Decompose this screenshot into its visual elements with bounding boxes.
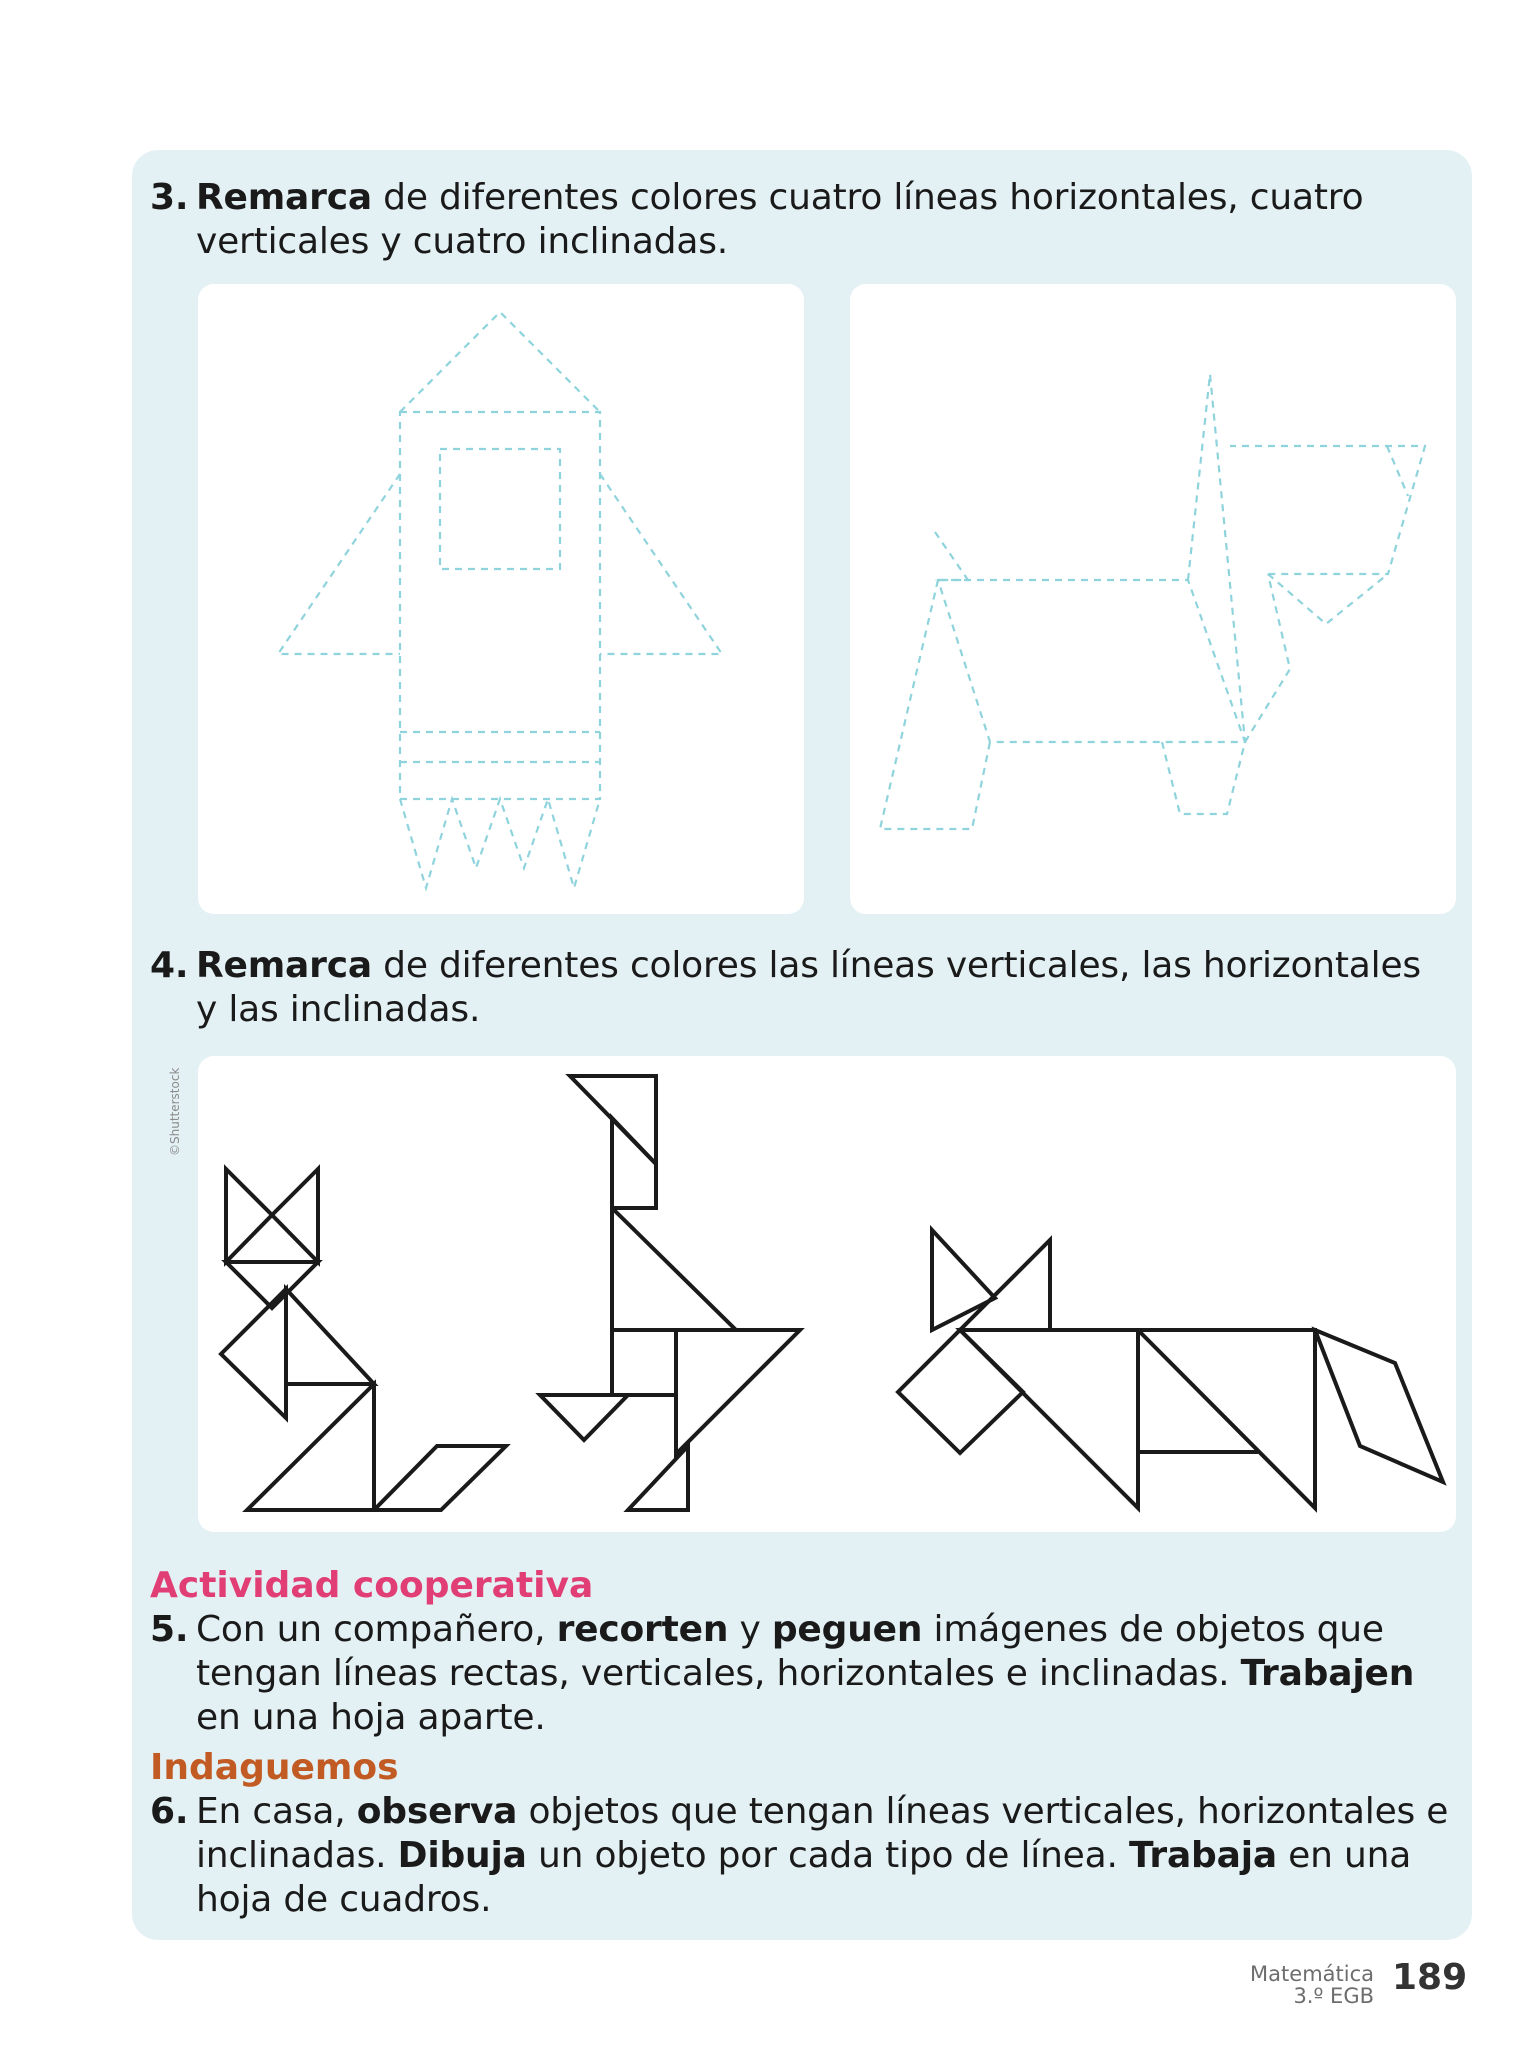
dog-tail xyxy=(935,532,968,580)
rocket-card xyxy=(198,284,804,914)
text-part: En casa, xyxy=(196,1791,357,1832)
dog-back-leg xyxy=(1162,742,1245,814)
bold-part: Trabaja xyxy=(1128,1835,1277,1876)
text-part: en una hoja aparte. xyxy=(196,1697,546,1738)
rocket-body xyxy=(400,412,600,799)
subject-name: Matemática xyxy=(1250,1962,1374,1986)
bold-part: Trabajen xyxy=(1240,1653,1415,1694)
dog-ear xyxy=(1387,446,1408,496)
tangram-fox xyxy=(898,1230,1443,1508)
dog-body xyxy=(938,580,1245,742)
cooperative-heading: Actividad cooperativa xyxy=(150,1565,594,1606)
footer-subject xyxy=(1250,1963,1374,2007)
tangram-ostrich xyxy=(540,1076,800,1510)
rocket-wing-left xyxy=(278,474,400,654)
tangram-figures xyxy=(198,1056,1456,1532)
instruction-text: de diferentes colores cuatro líneas horizontales, cuatro verticales y cuatro inclinadas. xyxy=(196,177,1364,262)
question-6 xyxy=(150,1790,1450,1922)
dog-front-leg xyxy=(880,580,990,829)
text-part: un objeto por cada tipo de línea. xyxy=(526,1835,1129,1876)
question-number: 4. xyxy=(150,945,189,986)
bold-part: recorten xyxy=(556,1609,729,1650)
bold-part: observa xyxy=(356,1791,518,1832)
dog-figure xyxy=(850,284,1456,914)
inquiry-heading: Indaguemos xyxy=(150,1747,399,1788)
question-4 xyxy=(150,944,1450,1032)
rocket-window xyxy=(440,449,560,569)
rocket-wing-right xyxy=(600,474,722,654)
dog-chest xyxy=(1245,574,1290,742)
text-part: objetos que tengan líneas verticales, horizontales e inclinadas. xyxy=(196,1791,1449,1876)
instruction-verb: Remarca xyxy=(196,177,372,218)
bold-part: peguen xyxy=(771,1609,923,1650)
text-part: y xyxy=(728,1609,772,1650)
question-5 xyxy=(150,1608,1450,1740)
tangram-cat xyxy=(221,1169,506,1510)
rocket-nose xyxy=(400,312,600,412)
dog-jaw xyxy=(1268,574,1388,624)
instruction-verb: Remarca xyxy=(196,945,372,986)
question-number: 5. xyxy=(150,1609,189,1650)
text-part: en una hoja de cuadros. xyxy=(196,1835,1412,1920)
bold-part: Dibuja xyxy=(397,1835,527,1876)
dog-head xyxy=(1230,446,1425,574)
dog-card xyxy=(850,284,1456,914)
question-number: 3. xyxy=(150,177,189,218)
page-number: 189 xyxy=(1392,1957,1468,1998)
dog-neck xyxy=(1188,374,1245,742)
grade-label: 3.º EGB xyxy=(1293,1984,1374,2008)
question-3 xyxy=(150,176,1450,264)
question-number: 6. xyxy=(150,1791,189,1832)
text-part: imágenes de objetos que tengan líneas rectas, verticales, horizontales e inclinadas. xyxy=(196,1609,1384,1694)
tangram-card xyxy=(198,1056,1456,1532)
rocket-figure xyxy=(198,284,804,914)
rocket-flames xyxy=(400,799,600,888)
instruction-text: de diferentes colores las líneas verticales, las horizontales y las inclinadas. xyxy=(196,945,1421,1030)
image-credit: ©Shutterstock xyxy=(168,1067,182,1156)
text-part: Con un compañero, xyxy=(196,1609,557,1650)
